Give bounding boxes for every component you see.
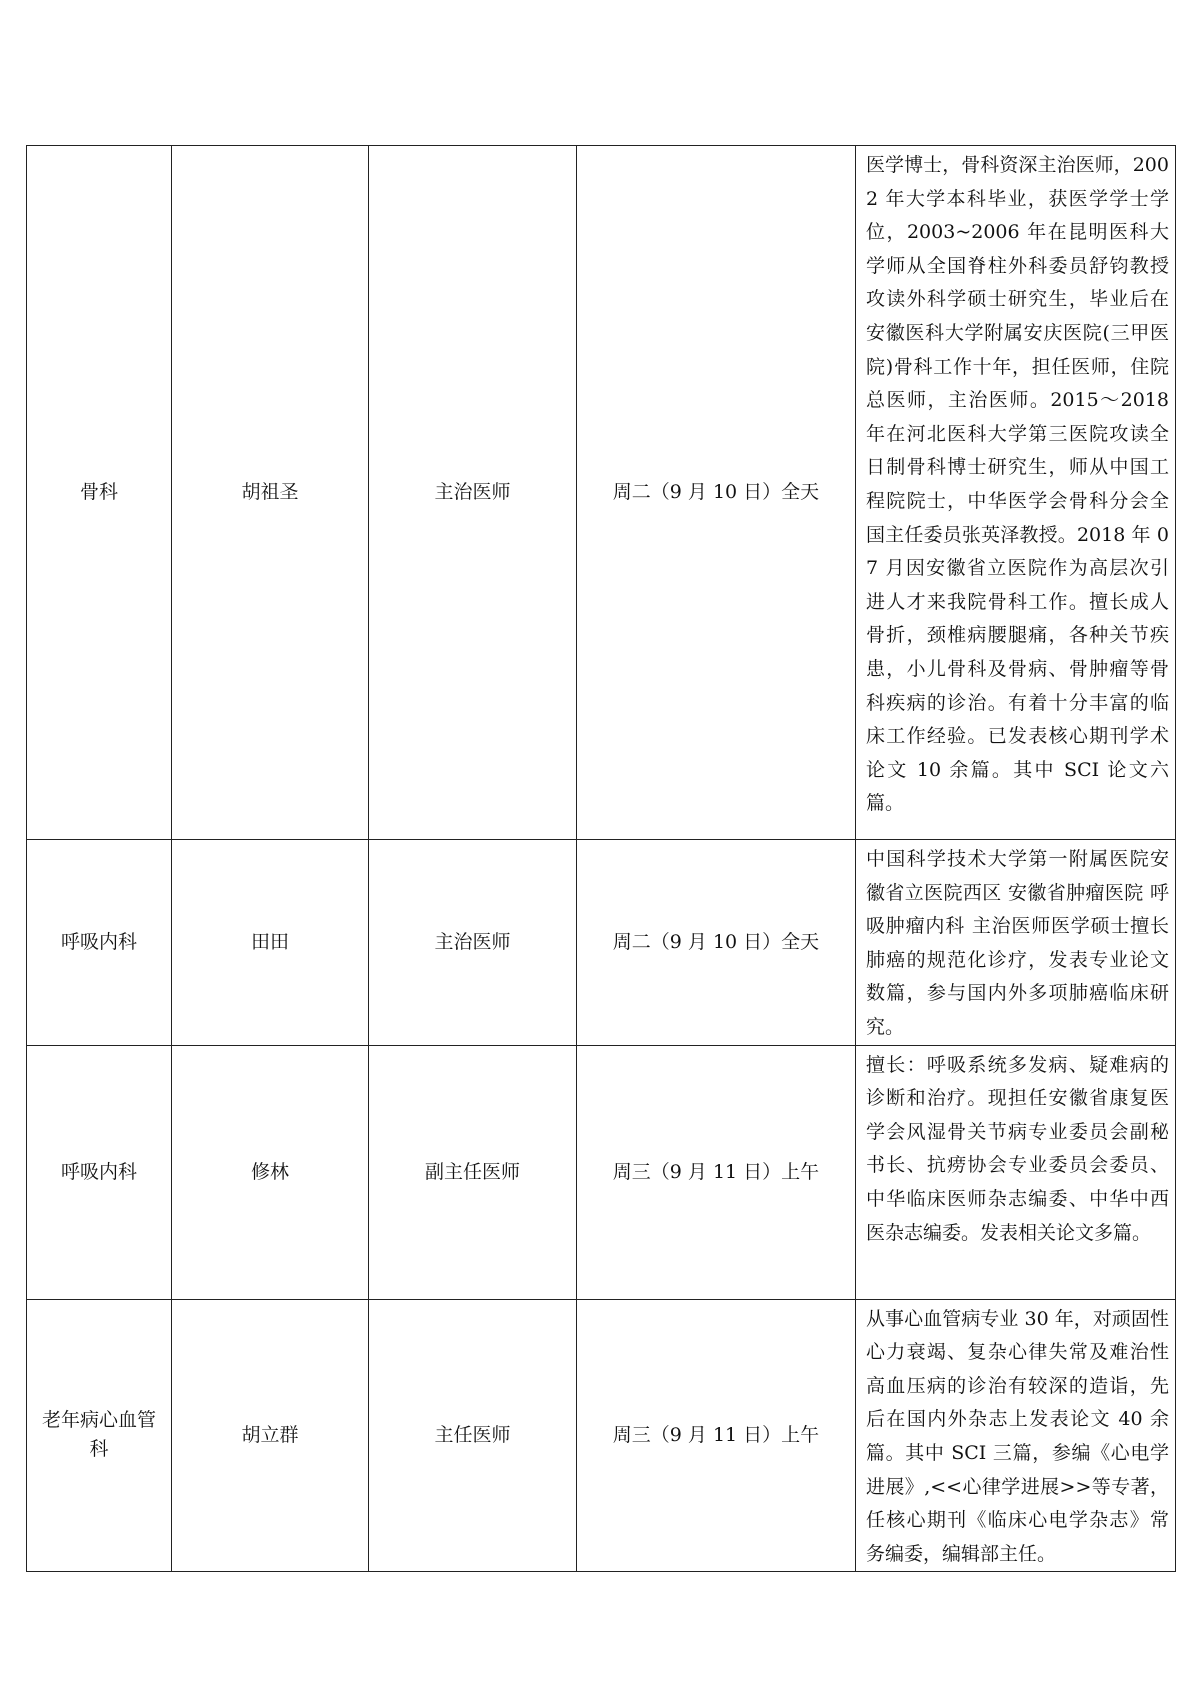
schedule-cell: 周三（9 月 11 日）上午 [577, 1045, 856, 1299]
schedule-cell: 周三（9 月 11 日）上午 [577, 1299, 856, 1572]
department-cell: 呼吸内科 [27, 1045, 172, 1299]
doctor-title-cell: 副主任医师 [369, 1045, 577, 1299]
department-cell: 呼吸内科 [27, 840, 172, 1046]
schedule-cell: 周二（9 月 10 日）全天 [577, 840, 856, 1046]
doctor-title-cell: 主治医师 [369, 840, 577, 1046]
doctor-description-cell: 擅长：呼吸系统多发病、疑难病的诊断和治疗。现担任安徽省康复医学会风湿骨关节病专业委员会副秘书长、抗痨协会专业委员会委员、中华临床医师杂志编委、中华中西医杂志编委。发表相关论文多篇。 [856, 1045, 1176, 1299]
doctor-description-cell: 医学博士，骨科资深主治医师，2002 年大学本科毕业，获医学学士学位，2003~2006 年在昆明医科大学师从全国脊柱外科委员舒钧教授攻读外科学硕士研究生，毕业后在安徽医科大学附属安庆医院(三甲医院)骨科工作十年，担任医师，住院总医师，主治医师。2015～2018 年在河北医科大学第三医院攻读全日制骨科博士研究生，师从中国工程院院士，中华医学会骨科分会全国主任委员张英泽教授。2018 年 07 月因安徽省立医院作为高层次引进人才来我院骨科工作。擅长成人骨折，颈椎病腰腿痛，各种关节疾患，小儿骨科及骨病、骨肿瘤等骨科疾病的诊治。有着十分丰富的临床工作经验。已发表核心期刊学术论文 10 余篇。其中 SCI 论文六篇。 [856, 146, 1176, 840]
table-row [27, 146, 1176, 840]
doctor-schedule-table [26, 145, 1176, 1572]
schedule-cell: 周二（9 月 10 日）全天 [577, 146, 856, 840]
doctor-name-cell: 胡祖圣 [172, 146, 369, 840]
department-cell: 老年病心血管科 [27, 1299, 172, 1572]
doctor-name-cell: 胡立群 [172, 1299, 369, 1572]
doctor-title-cell: 主任医师 [369, 1299, 577, 1572]
table-row [27, 840, 1176, 1046]
table-row [27, 1045, 1176, 1299]
doctor-description-cell: 从事心血管病专业 30 年，对顽固性心力衰竭、复杂心律失常及难治性高血压病的诊治有较深的造诣，先后在国内外杂志上发表论文 40 余篇。其中 SCI 三篇，参编《心电学进展》,<<心律学进展>>等专著，任核心期刊《临床心电学杂志》常务编委，编辑部主任。 [856, 1299, 1176, 1572]
doctor-name-cell: 修林 [172, 1045, 369, 1299]
doctor-name-cell: 田田 [172, 840, 369, 1046]
doctor-title-cell: 主治医师 [369, 146, 577, 840]
doctor-description-cell: 中国科学技术大学第一附属医院安徽省立医院西区 安徽省肿瘤医院 呼吸肿瘤内科 主治医师医学硕士擅长肺癌的规范化诊疗，发表专业论文数篇，参与国内外多项肺癌临床研究。 [856, 840, 1176, 1046]
department-cell: 骨科 [27, 146, 172, 840]
table-row [27, 1299, 1176, 1572]
